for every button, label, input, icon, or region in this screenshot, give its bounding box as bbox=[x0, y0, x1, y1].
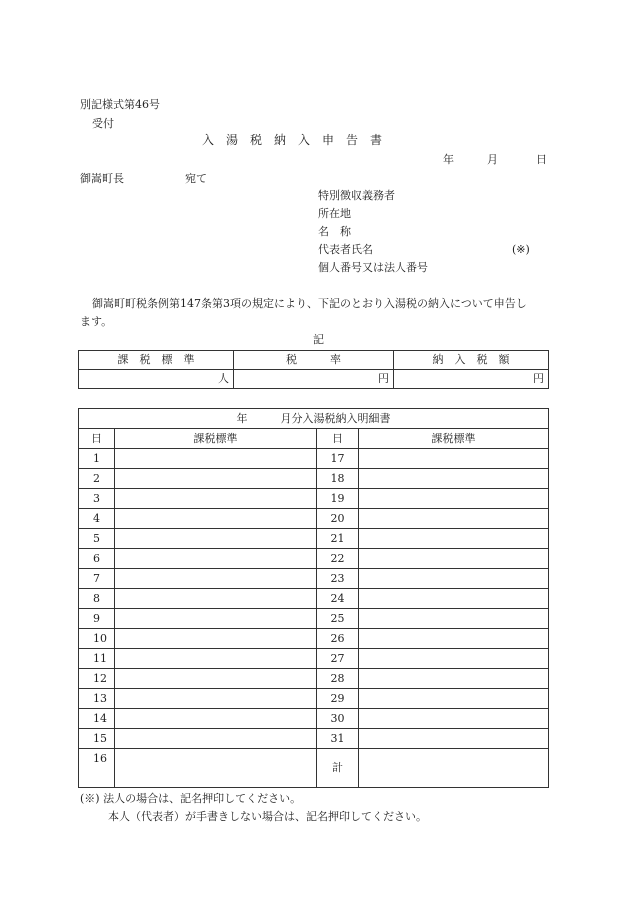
detail-table-title: 年 月分入湯税納入明細書 bbox=[79, 409, 549, 429]
date-year: 年 bbox=[443, 153, 454, 166]
day-cell: 18 bbox=[317, 469, 359, 489]
taxable-standard-cell[interactable] bbox=[359, 509, 549, 529]
table-row bbox=[79, 649, 549, 669]
table-row bbox=[79, 589, 549, 609]
total-value-cell[interactable] bbox=[359, 749, 549, 788]
taxable-standard-cell[interactable] bbox=[359, 529, 549, 549]
taxable-standard-cell[interactable] bbox=[359, 689, 549, 709]
detail-title-row bbox=[79, 409, 549, 429]
unit-yen-amount[interactable]: 円 bbox=[394, 370, 549, 389]
taxable-standard-cell[interactable] bbox=[359, 449, 549, 469]
table-row bbox=[79, 549, 549, 569]
declarant-representative: 代表者氏名 bbox=[318, 243, 373, 256]
received-label: 受付 bbox=[92, 117, 114, 130]
day-cell: 7 bbox=[79, 569, 115, 589]
taxable-standard-cell[interactable] bbox=[359, 469, 549, 489]
table-row bbox=[79, 749, 549, 769]
table-row bbox=[79, 529, 549, 549]
declarant-name: 名 称 bbox=[318, 225, 351, 238]
total-label: 計 bbox=[317, 749, 359, 788]
table-row bbox=[79, 689, 549, 709]
day-cell: 30 bbox=[317, 709, 359, 729]
taxable-standard-cell[interactable] bbox=[115, 669, 317, 689]
taxable-standard-cell[interactable] bbox=[115, 509, 317, 529]
day-cell: 14 bbox=[79, 709, 115, 729]
day-cell: 24 bbox=[317, 589, 359, 609]
taxable-standard-cell[interactable] bbox=[115, 489, 317, 509]
day-cell: 1 bbox=[79, 449, 115, 469]
day-cell: 3 bbox=[79, 489, 115, 509]
day-cell: 4 bbox=[79, 509, 115, 529]
taxable-standard-cell[interactable] bbox=[115, 709, 317, 729]
blank-cell[interactable] bbox=[115, 768, 317, 788]
taxable-standard-cell[interactable] bbox=[115, 589, 317, 609]
summary-value-row bbox=[79, 370, 549, 389]
day-cell: 2 bbox=[79, 469, 115, 489]
day-cell: 8 bbox=[79, 589, 115, 609]
taxable-standard-cell[interactable] bbox=[359, 569, 549, 589]
day-cell: 21 bbox=[317, 529, 359, 549]
date-month: 月 bbox=[487, 153, 498, 166]
taxable-standard-cell[interactable] bbox=[115, 749, 317, 769]
detail-header-row bbox=[79, 429, 549, 449]
day-cell: 6 bbox=[79, 549, 115, 569]
day-cell: 23 bbox=[317, 569, 359, 589]
summary-header-row bbox=[79, 351, 549, 370]
table-row bbox=[79, 709, 549, 729]
body-text-line2: ます。 bbox=[80, 315, 113, 328]
table-row bbox=[79, 569, 549, 589]
table-row bbox=[79, 609, 549, 629]
taxable-standard-cell[interactable] bbox=[115, 729, 317, 749]
header-standard-left: 課税標準 bbox=[115, 429, 317, 449]
table-row bbox=[79, 669, 549, 689]
day-cell: 11 bbox=[79, 649, 115, 669]
header-tax-amount: 納 入 税 額 bbox=[394, 351, 549, 370]
day-cell: 9 bbox=[79, 609, 115, 629]
day-cell: 17 bbox=[317, 449, 359, 469]
day-cell: 27 bbox=[317, 649, 359, 669]
taxable-standard-cell[interactable] bbox=[115, 609, 317, 629]
taxable-standard-cell[interactable] bbox=[115, 549, 317, 569]
day-cell: 31 bbox=[317, 729, 359, 749]
taxable-standard-cell[interactable] bbox=[359, 709, 549, 729]
header-day-left: 日 bbox=[79, 429, 115, 449]
declarant-role: 特別徴収義務者 bbox=[318, 189, 395, 202]
note-line1: (※) 法人の場合は、記名押印してください。 bbox=[80, 792, 302, 805]
body-text-line1: 御嵩町町税条例第147条第3項の規定により、下記のとおり入湯税の納入について申告し bbox=[92, 297, 527, 310]
date-day: 日 bbox=[536, 153, 547, 166]
addressee-name: 御嵩町長 bbox=[80, 172, 124, 185]
day-cell: 20 bbox=[317, 509, 359, 529]
form-number: 別記様式第46号 bbox=[80, 98, 160, 111]
day-cell: 10 bbox=[79, 629, 115, 649]
taxable-standard-cell[interactable] bbox=[359, 729, 549, 749]
table-row bbox=[79, 489, 549, 509]
unit-yen-rate[interactable]: 円 bbox=[234, 370, 394, 389]
table-row bbox=[79, 469, 549, 489]
seal-note-mark: (※) bbox=[512, 243, 530, 256]
taxable-standard-cell[interactable] bbox=[359, 669, 549, 689]
declarant-id-number: 個人番号又は法人番号 bbox=[318, 261, 428, 274]
document-title: 入 湯 税 納 入 申 告 書 bbox=[202, 133, 383, 147]
day-cell: 19 bbox=[317, 489, 359, 509]
taxable-standard-cell[interactable] bbox=[115, 689, 317, 709]
table-row bbox=[79, 629, 549, 649]
addressee-suffix: 宛て bbox=[185, 172, 207, 185]
declarant-address: 所在地 bbox=[318, 207, 351, 220]
taxable-standard-cell[interactable] bbox=[115, 529, 317, 549]
taxable-standard-cell[interactable] bbox=[115, 629, 317, 649]
detail-table bbox=[78, 408, 549, 788]
taxable-standard-cell[interactable] bbox=[359, 489, 549, 509]
day-cell: 29 bbox=[317, 689, 359, 709]
taxable-standard-cell[interactable] bbox=[115, 569, 317, 589]
day-cell: 16 bbox=[79, 749, 115, 769]
day-cell: 25 bbox=[317, 609, 359, 629]
taxable-standard-cell[interactable] bbox=[115, 649, 317, 669]
day-cell: 12 bbox=[79, 669, 115, 689]
day-cell: 28 bbox=[317, 669, 359, 689]
taxable-standard-cell[interactable] bbox=[359, 629, 549, 649]
summary-table bbox=[78, 350, 549, 389]
day-cell: 26 bbox=[317, 629, 359, 649]
taxable-standard-cell[interactable] bbox=[359, 609, 549, 629]
header-standard-right: 課税標準 bbox=[359, 429, 549, 449]
header-day-right: 日 bbox=[317, 429, 359, 449]
taxable-standard-cell[interactable] bbox=[359, 549, 549, 569]
day-cell: 22 bbox=[317, 549, 359, 569]
ki-label: 記 bbox=[313, 333, 324, 346]
taxable-standard-cell[interactable] bbox=[115, 449, 317, 469]
note-line2: 本人（代表者）が手書きしない場合は、記名押印してください。 bbox=[108, 810, 427, 823]
day-cell: 15 bbox=[79, 729, 115, 749]
header-tax-rate: 税 率 bbox=[234, 351, 394, 370]
blank-cell bbox=[79, 768, 115, 788]
table-row bbox=[79, 449, 549, 469]
day-cell: 13 bbox=[79, 689, 115, 709]
header-taxable-standard: 課 税 標 準 bbox=[79, 351, 234, 370]
table-row bbox=[79, 729, 549, 749]
table-row bbox=[79, 509, 549, 529]
unit-persons[interactable]: 人 bbox=[79, 370, 234, 389]
taxable-standard-cell[interactable] bbox=[359, 649, 549, 669]
taxable-standard-cell[interactable] bbox=[359, 589, 549, 609]
taxable-standard-cell[interactable] bbox=[115, 469, 317, 489]
day-cell: 5 bbox=[79, 529, 115, 549]
